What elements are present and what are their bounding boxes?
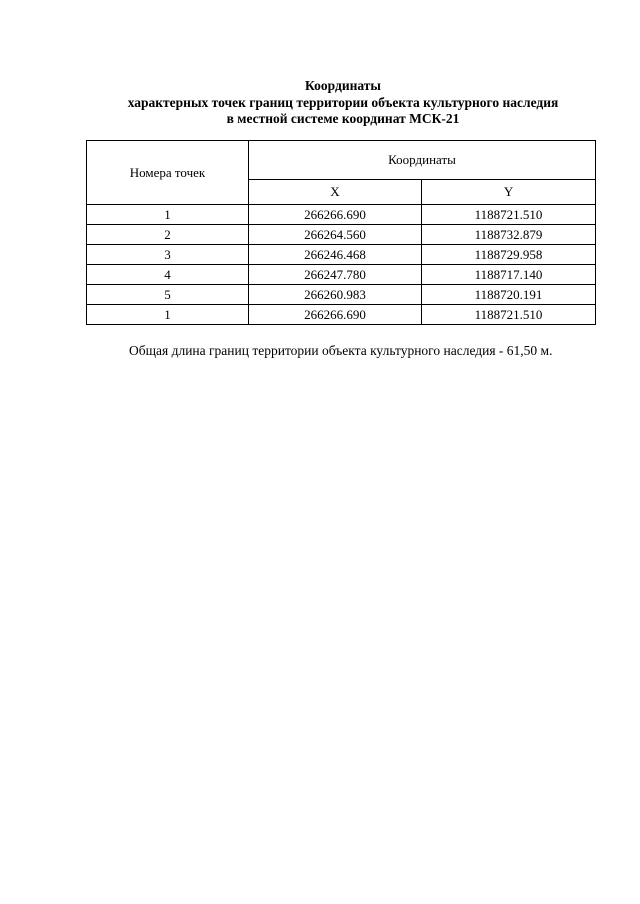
table-row (87, 265, 596, 285)
point-number-cell: 1 (87, 305, 249, 325)
table-row (87, 205, 596, 225)
x-coordinate-cell: 266266.690 (249, 305, 422, 325)
document-heading (0, 78, 640, 128)
point-number-cell: 5 (87, 285, 249, 305)
x-coordinate-cell: 266264.560 (249, 225, 422, 245)
y-coordinate-cell: 1188721.510 (422, 205, 596, 225)
heading-line-1: Координаты (305, 78, 381, 93)
header-point-numbers: Номера точек (87, 141, 249, 205)
x-coordinate-cell: 266260.983 (249, 285, 422, 305)
table-row (87, 285, 596, 305)
coordinates-table (86, 140, 596, 325)
table-row (87, 225, 596, 245)
y-coordinate-cell: 1188717.140 (422, 265, 596, 285)
point-number-cell: 2 (87, 225, 249, 245)
table-row (87, 245, 596, 265)
y-coordinate-cell: 1188721.510 (422, 305, 596, 325)
header-coordinates: Координаты (249, 141, 596, 180)
table-row (87, 305, 596, 325)
y-coordinate-cell: 1188720.191 (422, 285, 596, 305)
heading-line-3: в местной системе координат МСК-21 (226, 111, 460, 126)
y-coordinate-cell: 1188729.958 (422, 245, 596, 265)
boundary-length-note: Общая длина границ территории объекта культурного наследия - 61,50 м. (129, 343, 553, 358)
header-y: Y (422, 180, 596, 205)
x-coordinate-cell: 266246.468 (249, 245, 422, 265)
y-coordinate-cell: 1188732.879 (422, 225, 596, 245)
heading-line-2: характерных точек границ территории объекта культурного наследия (127, 94, 559, 110)
x-coordinate-cell: 266247.780 (249, 265, 422, 285)
point-number-cell: 4 (87, 265, 249, 285)
header-x: X (249, 180, 422, 205)
point-number-cell: 1 (87, 205, 249, 225)
point-number-cell: 3 (87, 245, 249, 265)
x-coordinate-cell: 266266.690 (249, 205, 422, 225)
